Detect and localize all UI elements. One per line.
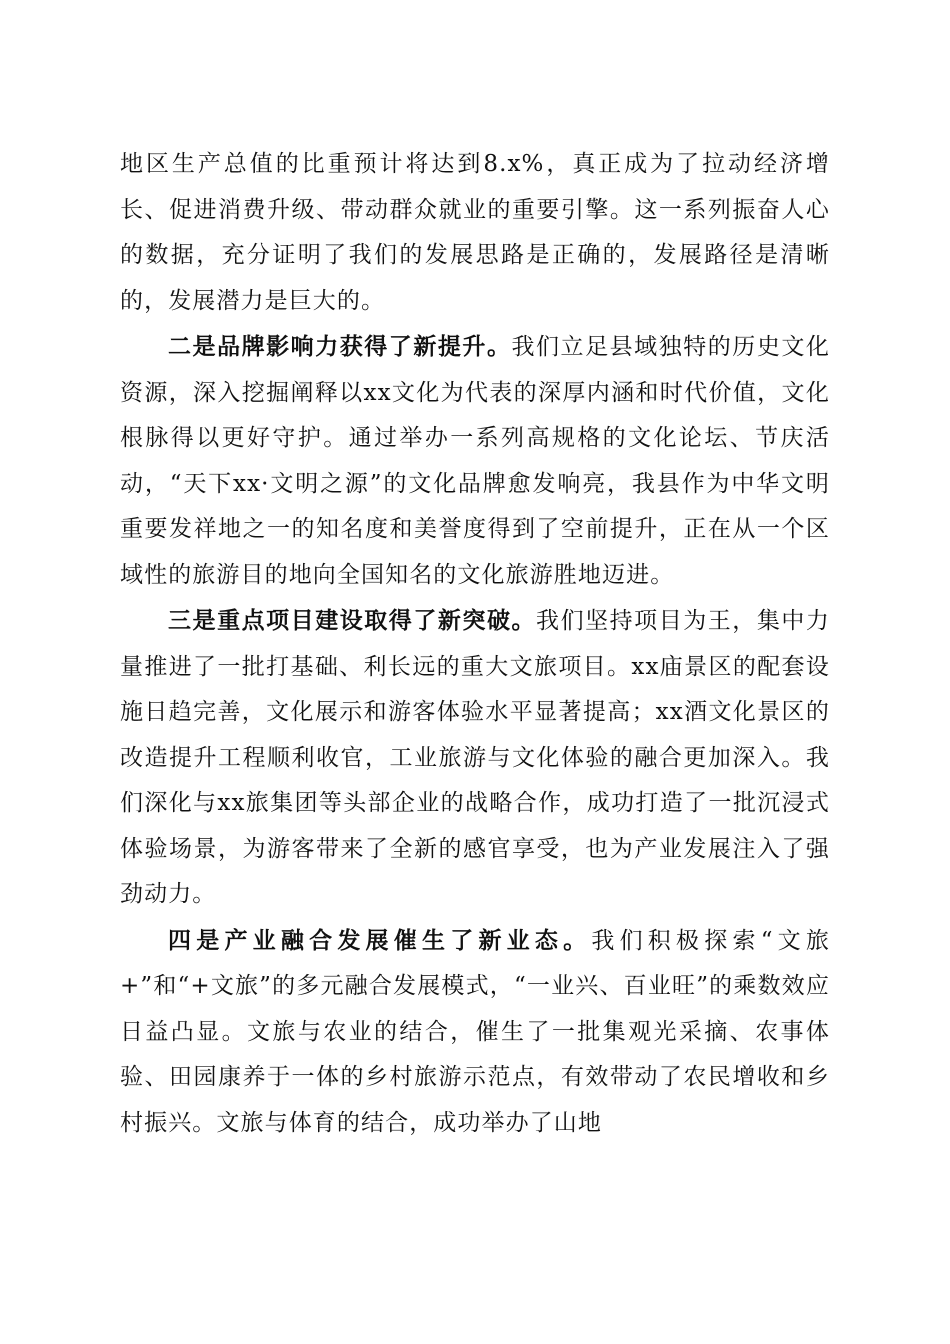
paragraph-2 <box>120 324 830 598</box>
paragraph-4-text: 我们积极探索“文旅+”和“+文旅”的多元融合发展模式，“一业兴、百业旺”的乘数效应日益凸显。文旅与农业的结合，催生了一批集观光采摘、农事体验、田园康养于一体的乡村旅游示范点，有效带动了农民增收和乡村振兴。文旅与体育的结合，成功举办了山地 <box>120 927 831 1136</box>
paragraph-3-heading: 三是重点项目建设取得了新突破。 <box>168 607 537 634</box>
paragraph-4 <box>120 918 830 1147</box>
paragraph-1 <box>120 142 830 324</box>
paragraph-3-text: 我们坚持项目为王，集中力量推进了一批打基础、利长远的重大文旅项目。xx庙景区的配套设施日趋完善，文化展示和游客体验水平显著提高；xx酒文化景区的改造提升工程顺利收官，工业旅游与文化体验的融合更加深入。我们深化与xx旅集团等头部企业的战略合作，成功打造了一批沉浸式体验场景，为游客带来了全新的感官享受，也为产业发展注入了强劲动力。 <box>120 608 831 907</box>
paragraph-1-text: 地区生产总值的比重预计将达到8.x%，真正成为了拉动经济增长、促进消费升级、带动群众就业的重要引擎。这一系列振奋人心的数据，充分证明了我们的发展思路是正确的，发展路径是清晰的，发展潜力是巨大的。 <box>120 151 830 314</box>
document-body <box>120 142 830 1146</box>
paragraph-2-heading: 二是品牌影响力获得了新提升。 <box>168 333 512 360</box>
paragraph-4-heading: 四是产业融合发展催生了新业态。 <box>168 926 592 954</box>
paragraph-3 <box>120 598 830 918</box>
paragraph-2-text: 我们立足县域独特的历史文化资源，深入挖掘阐释以xx文化为代表的深厚内涵和时代价值，文化根脉得以更好守护。通过举办一系列高规格的文化论坛、节庆活动，“天下xx·文明之源”的文化品牌愈发响亮，我县作为中华文明重要发祥地之一的知名度和美誉度得到了空前提升，正在从一个区域性的旅游目的地向全国知名的文化旅游胜地迈进。 <box>120 334 830 588</box>
